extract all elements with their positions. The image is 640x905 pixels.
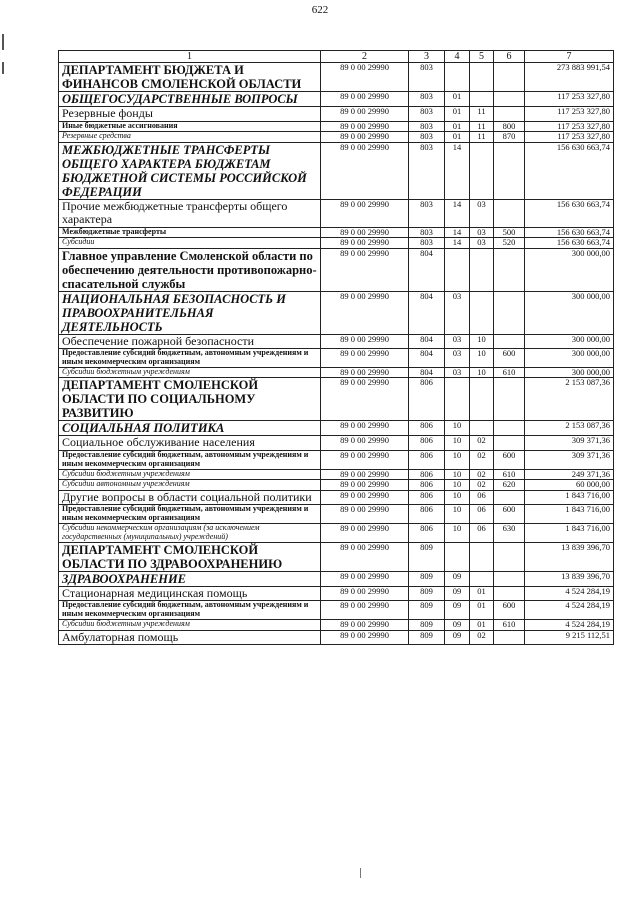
ministry-code: 809 xyxy=(409,630,445,644)
target-article-code: 89 0 00 29990 xyxy=(321,142,409,199)
subsection-code: 03 xyxy=(470,227,494,238)
table-row xyxy=(59,450,614,469)
expense-type-code xyxy=(494,248,525,291)
expense-type-code: 870 xyxy=(494,132,525,143)
scan-margin-mark xyxy=(2,34,4,50)
expense-type-code: 610 xyxy=(494,620,525,631)
subsection-code: 06 xyxy=(470,490,494,504)
scan-artifact-mark xyxy=(360,868,361,878)
section-code: 01 xyxy=(445,132,470,143)
amount: 300 000,00 xyxy=(525,248,614,291)
row-name: Субсидии некоммерческим организациям (за исключением государственных (муниципальных) учреждений) xyxy=(59,524,321,543)
table-row xyxy=(59,480,614,491)
amount: 4 524 284,19 xyxy=(525,587,614,601)
amount: 13 839 396,70 xyxy=(525,572,614,587)
subsection-code xyxy=(470,248,494,291)
amount: 9 215 112,51 xyxy=(525,630,614,644)
row-name: Предоставление субсидий бюджетным, автономным учреждениям и иным некоммерческим организациям xyxy=(59,601,321,620)
column-number-row xyxy=(59,51,614,63)
amount: 117 253 327,80 xyxy=(525,132,614,143)
ministry-code: 803 xyxy=(409,142,445,199)
section-code: 10 xyxy=(445,490,470,504)
table-row xyxy=(59,121,614,132)
expense-type-code xyxy=(494,107,525,121)
row-name: Субсидии автономным учреждениям xyxy=(59,480,321,491)
expense-type-code: 600 xyxy=(494,349,525,368)
amount: 117 253 327,80 xyxy=(525,92,614,107)
table-row xyxy=(59,142,614,199)
amount: 300 000,00 xyxy=(525,334,614,348)
amount: 300 000,00 xyxy=(525,349,614,368)
row-name: Социальное обслуживание населения xyxy=(59,436,321,450)
expense-type-code xyxy=(494,92,525,107)
table-row xyxy=(59,63,614,92)
expense-type-code: 610 xyxy=(494,469,525,480)
table-row xyxy=(59,349,614,368)
amount: 300 000,00 xyxy=(525,291,614,334)
amount: 156 630 663,74 xyxy=(525,142,614,199)
ministry-code: 806 xyxy=(409,421,445,436)
table-row xyxy=(59,92,614,107)
amount: 309 371,36 xyxy=(525,436,614,450)
section-code: 01 xyxy=(445,121,470,132)
ministry-code: 803 xyxy=(409,199,445,227)
ministry-code: 806 xyxy=(409,490,445,504)
subsection-code: 02 xyxy=(470,469,494,480)
table-row xyxy=(59,291,614,334)
subsection-code: 01 xyxy=(470,601,494,620)
section-code: 09 xyxy=(445,587,470,601)
section-code: 09 xyxy=(445,572,470,587)
section-code: 10 xyxy=(445,450,470,469)
ministry-code: 806 xyxy=(409,469,445,480)
section-code: 03 xyxy=(445,291,470,334)
ministry-code: 804 xyxy=(409,248,445,291)
section-code: 14 xyxy=(445,227,470,238)
target-article-code: 89 0 00 29990 xyxy=(321,436,409,450)
ministry-code: 803 xyxy=(409,121,445,132)
table-row xyxy=(59,378,614,421)
ministry-code: 809 xyxy=(409,587,445,601)
ministry-code: 809 xyxy=(409,620,445,631)
ministry-code: 806 xyxy=(409,524,445,543)
target-article-code: 89 0 00 29990 xyxy=(321,367,409,378)
amount: 117 253 327,80 xyxy=(525,107,614,121)
ministry-code: 806 xyxy=(409,450,445,469)
ministry-code: 803 xyxy=(409,92,445,107)
section-code: 10 xyxy=(445,524,470,543)
row-name: Главное управление Смоленской области по обеспечению деятельности противопожарно-спасательной службы xyxy=(59,248,321,291)
target-article-code: 89 0 00 29990 xyxy=(321,334,409,348)
section-code: 14 xyxy=(445,238,470,249)
expense-type-code: 800 xyxy=(494,121,525,132)
expense-type-code: 630 xyxy=(494,524,525,543)
subsection-code: 02 xyxy=(470,436,494,450)
column-header: 5 xyxy=(470,51,494,63)
table-row xyxy=(59,543,614,572)
target-article-code: 89 0 00 29990 xyxy=(321,587,409,601)
table-row xyxy=(59,199,614,227)
section-code xyxy=(445,63,470,92)
subsection-code: 10 xyxy=(470,334,494,348)
subsection-code: 11 xyxy=(470,107,494,121)
target-article-code: 89 0 00 29990 xyxy=(321,378,409,421)
row-name: Стационарная медицинская помощь xyxy=(59,587,321,601)
target-article-code: 89 0 00 29990 xyxy=(321,132,409,143)
section-code: 10 xyxy=(445,436,470,450)
amount: 13 839 396,70 xyxy=(525,543,614,572)
ministry-code: 804 xyxy=(409,367,445,378)
table-row xyxy=(59,505,614,524)
target-article-code: 89 0 00 29990 xyxy=(321,630,409,644)
amount: 300 000,00 xyxy=(525,367,614,378)
table-row xyxy=(59,587,614,601)
table-row xyxy=(59,107,614,121)
row-name: Субсидии xyxy=(59,238,321,249)
amount: 156 630 663,74 xyxy=(525,238,614,249)
target-article-code: 89 0 00 29990 xyxy=(321,248,409,291)
table-row xyxy=(59,436,614,450)
subsection-code: 06 xyxy=(470,524,494,543)
column-header: 1 xyxy=(59,51,321,63)
column-header: 7 xyxy=(525,51,614,63)
target-article-code: 89 0 00 29990 xyxy=(321,121,409,132)
ministry-code: 806 xyxy=(409,436,445,450)
ministry-code: 809 xyxy=(409,543,445,572)
section-code: 10 xyxy=(445,505,470,524)
row-name: Резервные средства xyxy=(59,132,321,143)
ministry-code: 809 xyxy=(409,572,445,587)
column-header: 6 xyxy=(494,51,525,63)
amount: 249 371,36 xyxy=(525,469,614,480)
target-article-code: 89 0 00 29990 xyxy=(321,63,409,92)
amount: 273 883 991,54 xyxy=(525,63,614,92)
row-name: СОЦИАЛЬНАЯ ПОЛИТИКА xyxy=(59,421,321,436)
row-name: Резервные фонды xyxy=(59,107,321,121)
amount: 1 843 716,00 xyxy=(525,490,614,504)
expense-type-code xyxy=(494,587,525,601)
column-header: 2 xyxy=(321,51,409,63)
subsection-code xyxy=(470,142,494,199)
row-name: Субсидии бюджетным учреждениям xyxy=(59,469,321,480)
amount: 1 843 716,00 xyxy=(525,505,614,524)
expense-type-code: 600 xyxy=(494,601,525,620)
amount: 156 630 663,74 xyxy=(525,227,614,238)
expense-type-code xyxy=(494,63,525,92)
ministry-code: 803 xyxy=(409,132,445,143)
amount: 156 630 663,74 xyxy=(525,199,614,227)
subsection-code xyxy=(470,543,494,572)
subsection-code: 02 xyxy=(470,630,494,644)
table-row xyxy=(59,238,614,249)
row-name: ДЕПАРТАМЕНТ СМОЛЕНСКОЙ ОБЛАСТИ ПО СОЦИАЛЬНОМУ РАЗВИТИЮ xyxy=(59,378,321,421)
row-name: Амбулаторная помощь xyxy=(59,630,321,644)
subsection-code: 02 xyxy=(470,450,494,469)
section-code: 03 xyxy=(445,349,470,368)
expense-type-code xyxy=(494,630,525,644)
expense-type-code: 610 xyxy=(494,367,525,378)
target-article-code: 89 0 00 29990 xyxy=(321,543,409,572)
subsection-code: 02 xyxy=(470,480,494,491)
section-code: 09 xyxy=(445,601,470,620)
expense-type-code xyxy=(494,543,525,572)
ministry-code: 804 xyxy=(409,334,445,348)
target-article-code: 89 0 00 29990 xyxy=(321,490,409,504)
row-name: Предоставление субсидий бюджетным, автономным учреждениям и иным некоммерческим организациям xyxy=(59,505,321,524)
row-name: Предоставление субсидий бюджетным, автономным учреждениям и иным некоммерческим организациям xyxy=(59,450,321,469)
expense-type-code: 500 xyxy=(494,227,525,238)
table-row xyxy=(59,490,614,504)
section-code: 10 xyxy=(445,480,470,491)
expense-type-code xyxy=(494,334,525,348)
ministry-code: 803 xyxy=(409,238,445,249)
row-name: ДЕПАРТАМЕНТ СМОЛЕНСКОЙ ОБЛАСТИ ПО ЗДРАВООХРАНЕНИЮ xyxy=(59,543,321,572)
ministry-code: 804 xyxy=(409,349,445,368)
row-name: Прочие межбюджетные трансферты общего характера xyxy=(59,199,321,227)
row-name: Иные бюджетные ассигнования xyxy=(59,121,321,132)
expense-type-code xyxy=(494,490,525,504)
table-body xyxy=(59,63,614,645)
table-row xyxy=(59,630,614,644)
target-article-code: 89 0 00 29990 xyxy=(321,291,409,334)
ministry-code: 806 xyxy=(409,378,445,421)
subsection-code: 10 xyxy=(470,367,494,378)
subsection-code: 06 xyxy=(470,505,494,524)
expense-type-code xyxy=(494,291,525,334)
ministry-code: 806 xyxy=(409,505,445,524)
table-row xyxy=(59,620,614,631)
expense-type-code xyxy=(494,572,525,587)
target-article-code: 89 0 00 29990 xyxy=(321,524,409,543)
subsection-code xyxy=(470,572,494,587)
subsection-code: 11 xyxy=(470,132,494,143)
table-row xyxy=(59,248,614,291)
expense-type-code xyxy=(494,421,525,436)
section-code xyxy=(445,378,470,421)
table-row xyxy=(59,524,614,543)
amount: 4 524 284,19 xyxy=(525,620,614,631)
target-article-code: 89 0 00 29990 xyxy=(321,107,409,121)
subsection-code: 03 xyxy=(470,199,494,227)
expense-type-code xyxy=(494,378,525,421)
target-article-code: 89 0 00 29990 xyxy=(321,199,409,227)
section-code xyxy=(445,248,470,291)
section-code: 01 xyxy=(445,107,470,121)
subsection-code xyxy=(470,63,494,92)
section-code: 10 xyxy=(445,421,470,436)
table-row xyxy=(59,334,614,348)
target-article-code: 89 0 00 29990 xyxy=(321,469,409,480)
amount: 2 153 087,36 xyxy=(525,421,614,436)
row-name: Межбюджетные трансферты xyxy=(59,227,321,238)
target-article-code: 89 0 00 29990 xyxy=(321,421,409,436)
subsection-code xyxy=(470,92,494,107)
expense-type-code: 520 xyxy=(494,238,525,249)
expense-type-code xyxy=(494,199,525,227)
table-row xyxy=(59,367,614,378)
row-name: Другие вопросы в области социальной политики xyxy=(59,490,321,504)
ministry-code: 806 xyxy=(409,480,445,491)
subsection-code xyxy=(470,291,494,334)
table-row xyxy=(59,227,614,238)
section-code: 09 xyxy=(445,620,470,631)
ministry-code: 803 xyxy=(409,107,445,121)
ministry-code: 803 xyxy=(409,227,445,238)
table-row xyxy=(59,132,614,143)
target-article-code: 89 0 00 29990 xyxy=(321,620,409,631)
row-name: Обеспечение пожарной безопасности xyxy=(59,334,321,348)
ministry-code: 803 xyxy=(409,63,445,92)
section-code: 09 xyxy=(445,630,470,644)
row-name: ЗДРАВООХРАНЕНИЕ xyxy=(59,572,321,587)
row-name: ОБЩЕГОСУДАРСТВЕННЫЕ ВОПРОСЫ xyxy=(59,92,321,107)
row-name: НАЦИОНАЛЬНАЯ БЕЗОПАСНОСТЬ И ПРАВООХРАНИТЕЛЬНАЯ ДЕЯТЕЛЬНОСТЬ xyxy=(59,291,321,334)
expense-type-code xyxy=(494,142,525,199)
table-row xyxy=(59,421,614,436)
target-article-code: 89 0 00 29990 xyxy=(321,450,409,469)
target-article-code: 89 0 00 29990 xyxy=(321,480,409,491)
amount: 309 371,36 xyxy=(525,450,614,469)
amount: 60 000,00 xyxy=(525,480,614,491)
subsection-code: 10 xyxy=(470,349,494,368)
subsection-code xyxy=(470,421,494,436)
column-header: 4 xyxy=(445,51,470,63)
subsection-code: 03 xyxy=(470,238,494,249)
target-article-code: 89 0 00 29990 xyxy=(321,227,409,238)
table-row xyxy=(59,601,614,620)
amount: 117 253 327,80 xyxy=(525,121,614,132)
row-name: МЕЖБЮДЖЕТНЫЕ ТРАНСФЕРТЫ ОБЩЕГО ХАРАКТЕРА БЮДЖЕТАМ БЮДЖЕТНОЙ СИСТЕМЫ РОССИЙСКОЙ ФЕДЕРАЦИИ xyxy=(59,142,321,199)
expense-type-code xyxy=(494,436,525,450)
budget-table xyxy=(58,50,614,645)
subsection-code: 01 xyxy=(470,620,494,631)
target-article-code: 89 0 00 29990 xyxy=(321,349,409,368)
amount: 4 524 284,19 xyxy=(525,601,614,620)
section-code: 14 xyxy=(445,142,470,199)
section-code: 14 xyxy=(445,199,470,227)
target-article-code: 89 0 00 29990 xyxy=(321,572,409,587)
subsection-code: 01 xyxy=(470,587,494,601)
ministry-code: 804 xyxy=(409,291,445,334)
expense-type-code: 620 xyxy=(494,480,525,491)
subsection-code: 11 xyxy=(470,121,494,132)
section-code: 01 xyxy=(445,92,470,107)
target-article-code: 89 0 00 29990 xyxy=(321,92,409,107)
target-article-code: 89 0 00 29990 xyxy=(321,238,409,249)
expense-type-code: 600 xyxy=(494,505,525,524)
row-name: ДЕПАРТАМЕНТ БЮДЖЕТА И ФИНАНСОВ СМОЛЕНСКОЙ ОБЛАСТИ xyxy=(59,63,321,92)
target-article-code: 89 0 00 29990 xyxy=(321,505,409,524)
row-name: Предоставление субсидий бюджетным, автономным учреждениям и иным некоммерческим организациям xyxy=(59,349,321,368)
page-number: 622 xyxy=(311,4,329,16)
table-row xyxy=(59,469,614,480)
row-name: Субсидии бюджетным учреждениям xyxy=(59,367,321,378)
amount: 1 843 716,00 xyxy=(525,524,614,543)
subsection-code xyxy=(470,378,494,421)
scan-margin-mark xyxy=(2,62,4,74)
target-article-code: 89 0 00 29990 xyxy=(321,601,409,620)
expense-type-code: 600 xyxy=(494,450,525,469)
section-code: 03 xyxy=(445,367,470,378)
section-code: 10 xyxy=(445,469,470,480)
section-code xyxy=(445,543,470,572)
table-row xyxy=(59,572,614,587)
ministry-code: 809 xyxy=(409,601,445,620)
section-code: 03 xyxy=(445,334,470,348)
column-header: 3 xyxy=(409,51,445,63)
amount: 2 153 087,36 xyxy=(525,378,614,421)
row-name: Субсидии бюджетным учреждениям xyxy=(59,620,321,631)
